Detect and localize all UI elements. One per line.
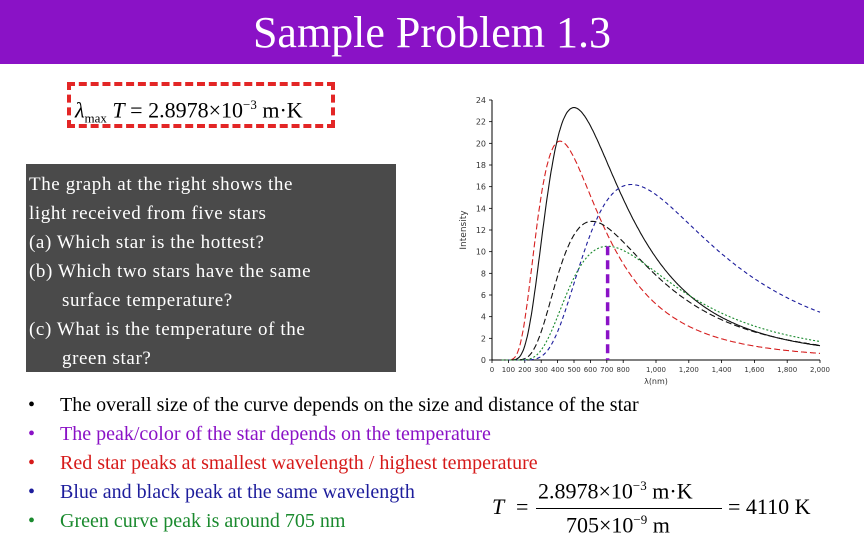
bullet-dot: • [28, 452, 36, 474]
bullet-text: The peak/color of the star depends on the temperature [60, 423, 491, 445]
t-symbol: T [112, 97, 125, 123]
denominator-exponent: −9 [633, 512, 648, 527]
series-line [502, 185, 820, 361]
x-tick-label: 1,600 [744, 366, 765, 374]
y-tick-label: 16 [475, 182, 486, 192]
x-tick-label: 200 [518, 366, 532, 374]
question-line: The graph at the right shows the [29, 174, 294, 195]
y-tick-label: 2 [480, 334, 486, 344]
numerator-units: m·K [646, 478, 693, 504]
x-tick-label: 800 [616, 366, 630, 374]
x-tick-label: 2,000 [809, 366, 831, 374]
bullet-item [28, 420, 788, 449]
series-line [502, 108, 820, 360]
y-tick-label: 4 [480, 312, 486, 322]
x-tick-label: 400 [550, 366, 565, 374]
max-subscript: max [84, 110, 107, 126]
bullet-dot: • [28, 510, 36, 532]
y-tick-label: 12 [475, 226, 486, 235]
denominator-value: 705×10 [566, 512, 634, 538]
bullet-item [28, 391, 788, 420]
question-line: light received from five stars [29, 203, 267, 224]
wien-equation [75, 88, 303, 136]
question-line: (b) Which two stars have the same [29, 261, 312, 282]
y-tick-label: 8 [480, 269, 486, 279]
question-line: green star? [62, 348, 152, 369]
bullet-text: Red star peaks at smallest wavelength / highest temperature [60, 452, 538, 474]
x-tick-label: 1,800 [777, 366, 798, 374]
solution-result: = 4110 K [728, 494, 811, 519]
x-tick-label: 700 [600, 366, 614, 374]
question-line: surface temperature? [62, 290, 233, 311]
x-tick-label: 1,200 [678, 366, 699, 374]
lambda-symbol: λ [75, 97, 85, 123]
series-line [502, 141, 820, 360]
solution-denominator [566, 512, 670, 538]
wien-exponent: −3 [243, 97, 257, 112]
bullet-item [28, 449, 788, 478]
y-axis-label: Intensity [459, 210, 469, 250]
question-box [26, 164, 396, 372]
x-tick-label: 0 [489, 366, 495, 374]
wien-units: m·K [256, 97, 303, 123]
x-tick-label: 1,400 [711, 366, 732, 374]
y-tick-label: 10 [475, 247, 486, 257]
x-axis-label: λ(nm) [644, 377, 668, 386]
x-tick-label: 500 [567, 366, 581, 374]
bullet-dot: • [28, 481, 36, 503]
bullet-text: Blue and black peak at the same wavelength [60, 481, 415, 503]
numerator-value: 2.8978×10 [538, 478, 633, 504]
x-tick-label: 1,000 [645, 366, 667, 374]
x-tick-label: 100 [501, 366, 516, 374]
spectrum-chart [448, 90, 831, 386]
temperature-solution [492, 478, 822, 536]
bullet-dot: • [28, 423, 36, 445]
y-tick-label: 24 [475, 96, 486, 105]
y-tick-label: 18 [475, 161, 486, 170]
y-tick-label: 14 [475, 204, 486, 214]
x-tick-label: 300 [534, 366, 548, 374]
y-tick-label: 22 [475, 117, 486, 127]
x-tick-label: 600 [583, 366, 598, 374]
bullet-text: Green curve peak is around 705 nm [60, 510, 346, 532]
wien-constant: = 2.8978×10 [124, 97, 243, 123]
solution-equals: = [516, 494, 529, 519]
slide-title: Sample Problem 1.3 [252, 8, 612, 57]
y-tick-label: 20 [475, 139, 486, 149]
solution-t-symbol: T [492, 494, 505, 519]
bullet-text: The overall size of the curve depends on the size and distance of the star [60, 394, 639, 416]
y-tick-label: 0 [480, 356, 486, 365]
series-line [502, 221, 820, 360]
denominator-units: m [647, 512, 670, 538]
fraction-bar [536, 508, 722, 509]
question-line: (c) What is the temperature of the [29, 319, 306, 340]
bullet-dot: • [28, 394, 36, 416]
y-tick-label: 6 [480, 291, 486, 300]
numerator-exponent: −3 [632, 478, 647, 493]
solution-numerator [538, 478, 693, 504]
question-line: (a) Which star is the hottest? [29, 232, 265, 253]
